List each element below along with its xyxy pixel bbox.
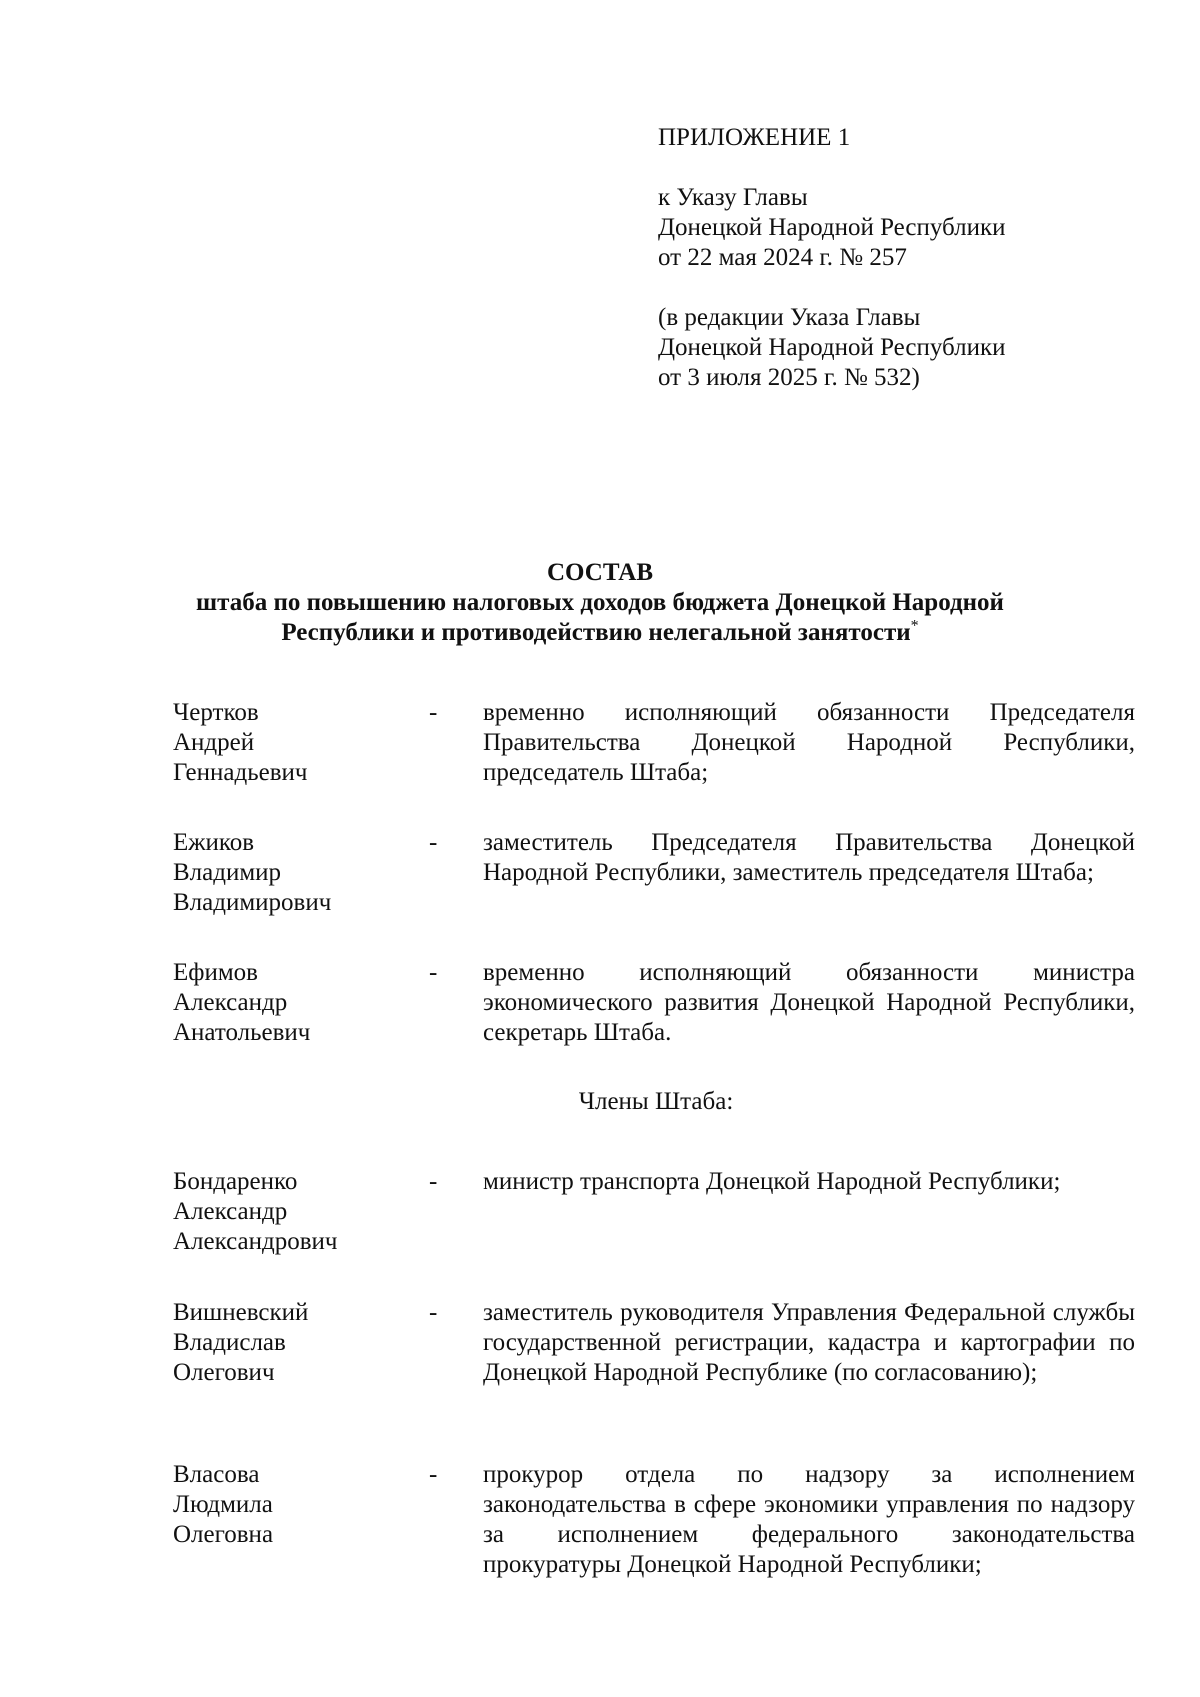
separator-dash: - (429, 829, 438, 856)
position-description: министр транспорта Донецкой Народной Республики; (483, 1168, 1061, 1195)
separator-dash: - (429, 959, 438, 986)
first-name: Александр (173, 1198, 288, 1225)
decree-line: к Указу Главы (658, 184, 808, 211)
position-description: заместитель Председателя Правительства Донецкой Народной Республики, заместитель председателя Штаба; (483, 829, 1135, 886)
patronymic: Александрович (173, 1228, 338, 1255)
footnote-mark: * (910, 617, 919, 635)
patronymic: Олегович (173, 1359, 275, 1386)
position-description: временно исполняющий обязанности Председателя Правительства Донецкой Народной Республики, председатель Штаба; (483, 699, 1135, 786)
person-name (173, 958, 403, 1048)
first-name: Людмила (173, 1491, 273, 1518)
position-description: заместитель руководителя Управления Федеральной службы государственной регистрации, кадастра и картографии по Донецкой Народной Республике (по согласованию); (483, 1299, 1135, 1386)
patronymic: Анатольевич (173, 1019, 311, 1046)
surname: Ежиков (173, 829, 255, 856)
document-heading (0, 558, 1200, 648)
appendix-title: ПРИЛОЖЕНИЕ 1 (658, 124, 851, 151)
heading-subtitle-line (0, 618, 1200, 648)
patronymic: Олеговна (173, 1521, 274, 1548)
person-name (173, 828, 403, 918)
edition-line: (в редакции Указа Главы (658, 304, 921, 331)
position-description: прокурор отдела по надзору за исполнением законодательства в сфере экономики управления по надзору за исполнением федерального законодательства прокуратуры Донецкой Народной Республики; (483, 1461, 1135, 1578)
separator-dash: - (429, 1168, 438, 1195)
person-name (173, 698, 403, 788)
surname: Чертков (173, 699, 259, 726)
first-name: Андрей (173, 729, 255, 756)
person-name (173, 1167, 403, 1257)
surname: Власова (173, 1461, 260, 1488)
edition-line: Донецкой Народной Республики (658, 334, 1006, 361)
first-name: Владислав (173, 1329, 286, 1356)
heading-title: СОСТАВ (546, 559, 654, 586)
heading-subtitle-text: Республики и противодействию нелегальной занятости (281, 619, 911, 646)
separator-dash: - (429, 699, 438, 726)
first-name: Владимир (173, 859, 282, 886)
decree-line: от 22 мая 2024 г. № 257 (658, 244, 907, 271)
surname: Ефимов (173, 959, 258, 986)
first-name: Александр (173, 989, 288, 1016)
patronymic: Геннадьевич (173, 759, 308, 786)
decree-line: Донецкой Народной Республики (658, 214, 1006, 241)
separator-dash: - (429, 1461, 438, 1488)
members-section-label: Члены Штаба: (578, 1088, 734, 1115)
position-description: временно исполняющий обязанности министра экономического развития Донецкой Народной Республики, секретарь Штаба. (483, 959, 1135, 1046)
surname: Вишневский (173, 1299, 309, 1326)
appendix-header (658, 123, 1158, 393)
edition-line: от 3 июля 2025 г. № 532) (658, 364, 920, 391)
separator-dash: - (429, 1299, 438, 1326)
surname: Бондаренко (173, 1168, 298, 1195)
person-name (173, 1298, 403, 1388)
person-name (173, 1460, 403, 1550)
heading-subtitle-line: штаба по повышению налоговых доходов бюджета Донецкой Народной (196, 589, 1004, 616)
patronymic: Владимирович (173, 889, 332, 916)
